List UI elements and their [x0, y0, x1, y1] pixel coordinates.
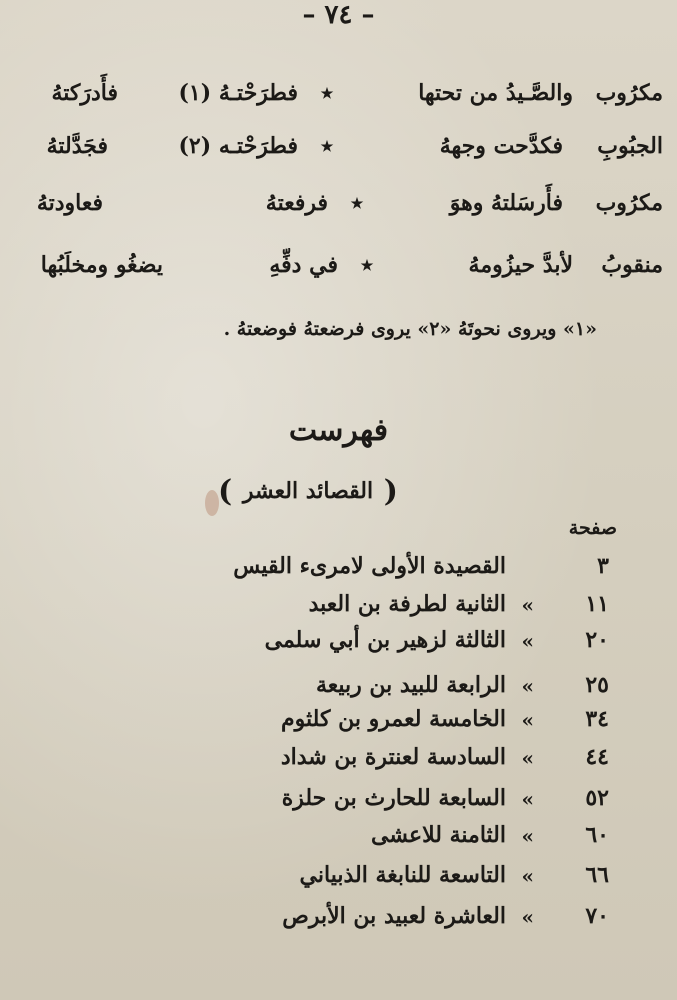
toc-title: الخامسة لعمرو بن كلثوم [281, 706, 506, 732]
verse-first-hemistich-end: فطرَحْتـهُ (١) [178, 80, 298, 106]
page-column-header: صفحة [568, 517, 617, 539]
ditto-mark: « [521, 708, 534, 732]
verse-first-hemistich-end: فطرَحْتـه (٢) [178, 133, 298, 159]
verse-separator: ٭ [321, 80, 333, 106]
ditto-mark: « [521, 746, 534, 770]
toc-title: الرابعة للبيد بن ربيعة [315, 672, 506, 698]
footnote: «١» ويروى نحوتَهُ «٢» يروى فرضعتهُ فوضعتهُ . [223, 318, 597, 340]
toc-row [0, 744, 677, 780]
toc-row [0, 822, 677, 858]
toc-row [0, 627, 677, 663]
verse-end-word: الجبُوبِ [597, 133, 663, 159]
toc-page-number: ٧٠ [585, 903, 609, 929]
verse-start-word: فعاودتهُ [36, 190, 103, 216]
toc-row [0, 862, 677, 898]
ditto-mark: « [521, 905, 534, 929]
toc-title: الثالثة لزهير بن أبي سلمى [264, 627, 506, 653]
ditto-mark: « [521, 593, 534, 617]
verse-start-word: يضغُو ومخلَبُها [40, 252, 163, 278]
verse-end-word: مكرُوب [595, 80, 663, 106]
toc-page-number: ٦٦ [585, 862, 609, 888]
toc-row [0, 785, 677, 821]
verse-second-hemistich: فأَرسَلتهُ وهوَ [449, 190, 563, 216]
paper-stain [205, 490, 219, 516]
index-title: فهرست [288, 413, 389, 448]
ditto-mark: « [521, 864, 534, 888]
verse-end-word: منقوبُ [601, 252, 663, 278]
toc-page-number: ٢٥ [585, 672, 609, 698]
section-subtitle: القصائد العشر [242, 478, 374, 504]
verse-start-word: فجَدَّلتهُ [46, 133, 108, 159]
toc-title: الثانية لطرفة بن العبد [308, 591, 506, 617]
verse-second-hemistich: والصَّـيدُ من تحتها [418, 80, 573, 106]
left-bracket: ) [218, 474, 233, 509]
toc-page-number: ٣ [597, 553, 609, 579]
toc-row [0, 706, 677, 742]
toc-row [0, 903, 677, 939]
toc-title: التاسعة للنابغة الذبياني [299, 862, 506, 888]
toc-title: القصيدة الأولى لامرىء القيس [233, 553, 506, 579]
toc-title: السابعة للحارث بن حلزة [281, 785, 506, 811]
verse-line [10, 252, 663, 292]
ditto-mark: « [521, 674, 534, 698]
toc-row [0, 591, 677, 627]
verse-first-hemistich-end: في دفِّهِ [269, 252, 338, 278]
verse-separator: ٭ [361, 252, 373, 278]
verse-line [10, 80, 663, 120]
toc-page-number: ١١ [585, 591, 609, 617]
subtitle-box [218, 470, 398, 514]
toc-page-number: ٦٠ [585, 822, 609, 848]
ditto-mark: « [521, 629, 534, 653]
toc-title: السادسة لعنترة بن شداد [280, 744, 506, 770]
verse-end-word: مكرُوب [595, 190, 663, 216]
toc-title: الثامنة للاعشى [371, 822, 506, 848]
verse-separator: ٭ [351, 190, 363, 216]
toc-page-number: ٢٠ [585, 627, 609, 653]
page-number: – ٧٤ – [302, 0, 375, 30]
ditto-mark: « [521, 787, 534, 811]
verse-second-hemistich: فكدَّحت وجههُ [439, 133, 563, 159]
toc-page-number: ٣٤ [585, 706, 609, 732]
verse-separator: ٭ [321, 133, 333, 159]
right-bracket: ( [383, 474, 398, 509]
verse-second-hemistich: لأبدَّ حيزُومهُ [468, 252, 573, 278]
toc-title: العاشرة لعبيد بن الأبرص [282, 903, 506, 929]
verse-line [10, 133, 663, 173]
toc-page-number: ٤٤ [585, 744, 609, 770]
verse-start-word: فأَدرَكتهُ [51, 80, 118, 106]
verse-line [10, 190, 663, 230]
toc-page-number: ٥٢ [585, 785, 609, 811]
toc-row [0, 553, 677, 589]
toc-row [0, 672, 677, 708]
verse-first-hemistich-end: فرفعتهُ [265, 190, 328, 216]
ditto-mark: « [521, 824, 534, 848]
